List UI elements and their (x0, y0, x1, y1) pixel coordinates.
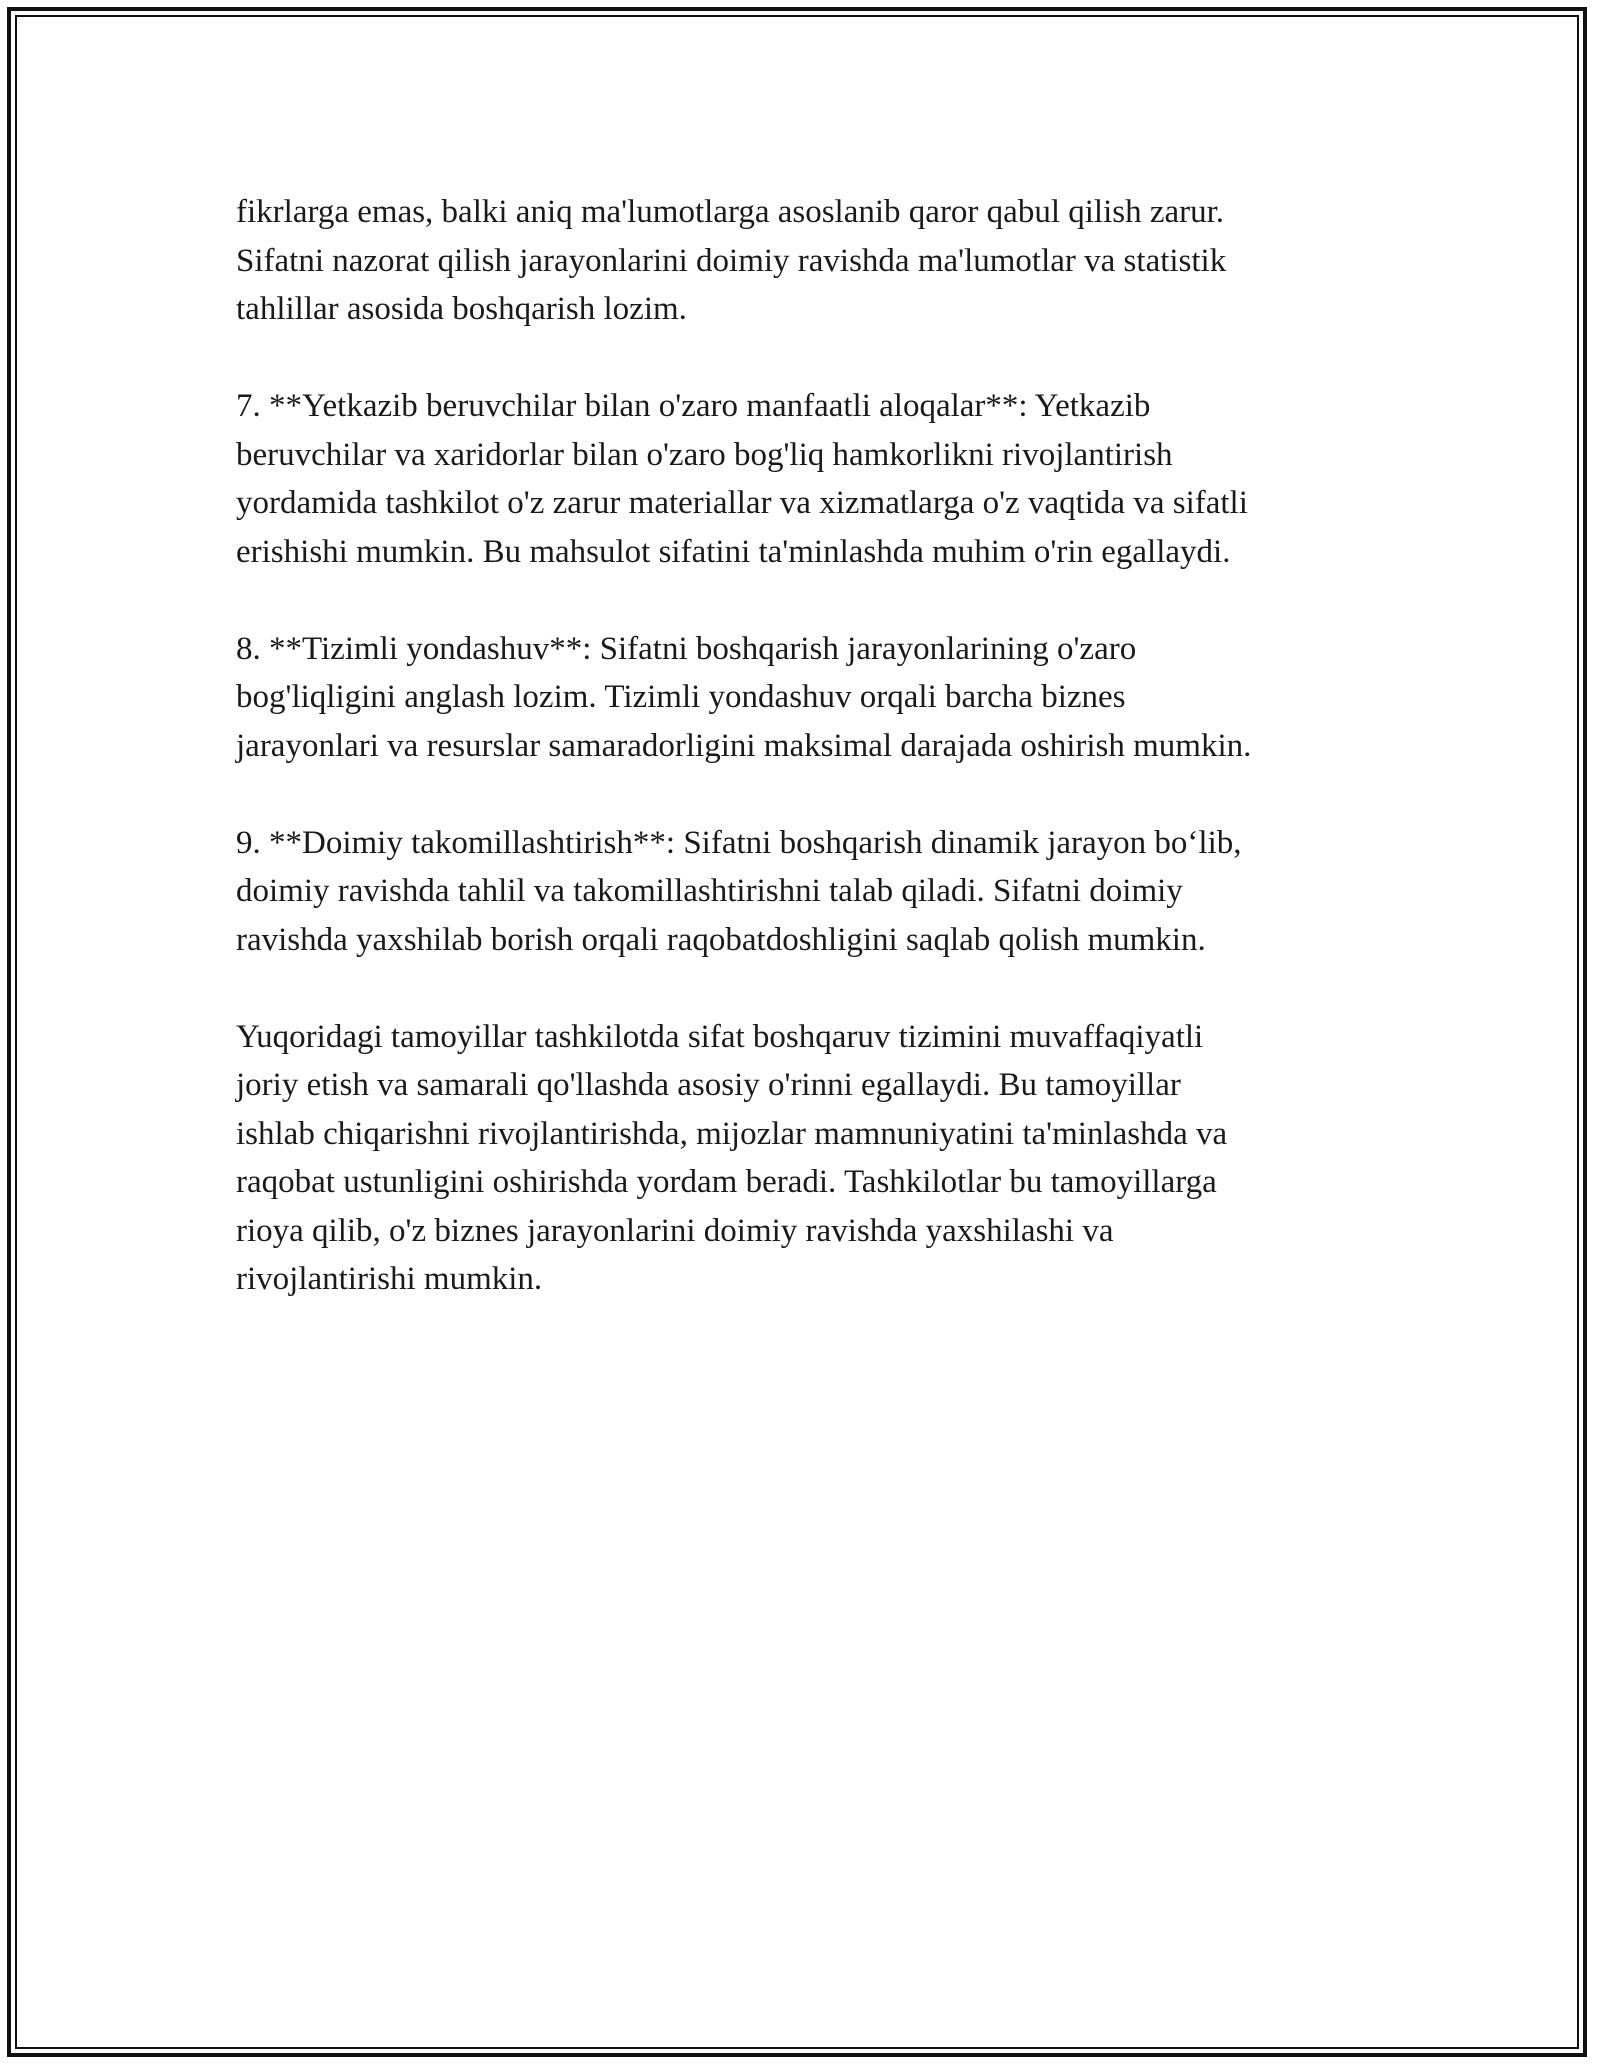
paragraph-continuous-improvement: 9. **Doimiy takomillashtirish**: Sifatni boshqarish dinamik jarayon bo‘lib, doimiy ravishda tahlil va takomillashtirishni talab qiladi. Sifatni doimiy ravishda yaxshilab borish orqali raqobatdoshligini saqlab qolish mumkin. (236, 824, 1242, 958)
paragraph-systems-approach: 8. **Tizimli yondashuv**: Sifatni boshqarish jarayonlarining o'zaro bog'liqligini anglash lozim. Tizimli yondashuv orqali barcha biznes jarayonlari va resurslar samaradorligini maksimal darajada oshirish mumkin. (236, 630, 1252, 764)
paragraph-data-driven-decisions: fikrlarga emas, balki aniq ma'lumotlarga asoslanib qaror qabul qilish zarur. Sifatni nazorat qilish jarayonlarini doimiy ravishda ma'lumotlar va statistik tahlillar asosida boshqarish lozim. (236, 194, 1227, 327)
document-body (236, 188, 1376, 1352)
paragraph-supplier-relations: 7. **Yetkazib beruvchilar bilan o'zaro manfaatli aloqalar**: Yetkazib beruvchilar va xaridorlar bilan o'zaro bog'liq hamkorlikni rivojlantirish yordamida tashkilot o'z zarur materiallar va xizmatlarga o'z vaqtida va sifatli erishishi mumkin. Bu mahsulot sifatini ta'minlashda muhim o'rin egallaydi. (236, 388, 1248, 570)
paragraph-conclusion: Yuqoridagi tamoyillar tashkilotda sifat boshqaruv tizimini muvaffaqiyatli joriy etish va samarali qo'llashda asosiy o'rinni egallaydi. Bu tamoyillar ishlab chiqarishni rivojlantirishda, mijozlar mamnuniyatini ta'minlashda va raqobat ustunligini oshirishda yordam beradi. Tashkilotlar bu tamoyillarga rioya qilib, o'z biznes jarayonlarini doimiy ravishda yaxshilashi va rivojlantirishi mumkin. (236, 1018, 1228, 1297)
